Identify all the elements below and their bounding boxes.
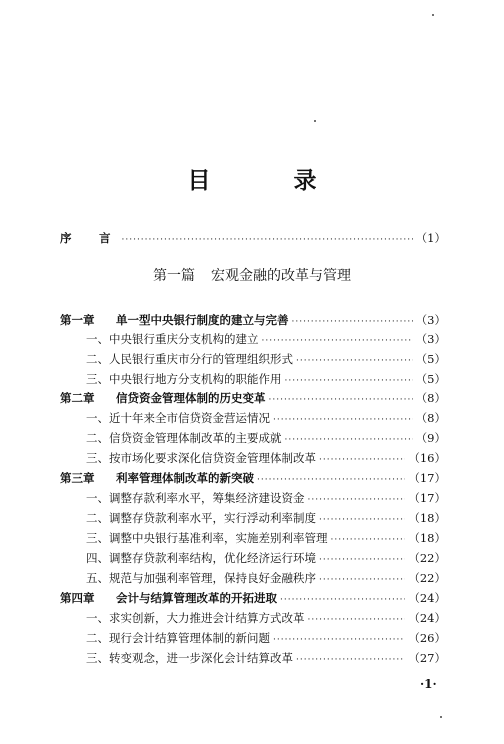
dot-leader <box>280 595 405 605</box>
toc-chapter-label <box>60 390 266 406</box>
dot-leader <box>292 317 413 327</box>
section-title: 一、调整存款利率水平，筹集经济建设资金 <box>86 491 305 505</box>
section-title: 五、规范与加强利率管理，保持良好金融秩序 <box>86 571 316 585</box>
part-number: 第一篇 <box>153 268 195 284</box>
dot-leader <box>285 435 413 445</box>
chapter-title: 会计与结算管理改革的开拓进取 <box>116 591 277 605</box>
toc-page-number: （18） <box>408 511 446 525</box>
toc-section <box>86 510 446 526</box>
toc-entry-preface <box>60 230 446 246</box>
toc-chapter-label <box>60 312 289 328</box>
section-title: 二、信贷资金管理体制改革的主要成就 <box>86 431 282 445</box>
section-title: 三、转变观念，进一步深化会计结算改革 <box>86 651 293 665</box>
scan-speck <box>432 14 434 16</box>
toc-section <box>86 530 446 546</box>
section-title: 二、调整存贷款利率水平，实行浮动利率制度 <box>86 511 316 525</box>
toc-chapter <box>60 390 446 406</box>
toc-page-number: （22） <box>408 571 446 585</box>
toc-section <box>86 430 446 446</box>
toc-section <box>86 610 446 626</box>
chapter-title: 利率管理体制改革的新突破 <box>116 471 254 485</box>
toc-chapter <box>60 312 446 328</box>
chapter-number: 第三章 <box>60 471 95 485</box>
toc-page-number: （3） <box>415 313 446 327</box>
section-title: 三、调整中央银行基准利率，实施差别利率管理 <box>86 531 328 545</box>
toc-section <box>86 570 446 586</box>
dot-leader <box>273 415 413 425</box>
dot-leader <box>319 455 405 465</box>
toc-section <box>86 371 446 387</box>
section-title: 一、中央银行重庆分支机构的建立 <box>86 332 259 346</box>
section-title: 一、近十年来全市信贷资金营运情况 <box>86 411 270 425</box>
chapter-number: 第二章 <box>60 391 95 405</box>
toc-page-number: （16） <box>408 451 446 465</box>
toc-section <box>86 331 446 347</box>
dot-leader <box>319 555 405 565</box>
chapter-number: 第一章 <box>60 313 95 327</box>
toc-page-number: （5） <box>415 372 446 386</box>
toc-page-number: （9） <box>415 431 446 445</box>
toc-section <box>86 410 446 426</box>
dot-leader <box>269 395 413 405</box>
section-title: 二、人民银行重庆市分行的管理组织形式 <box>86 352 293 366</box>
dot-leader <box>331 535 406 545</box>
toc-page-number: （26） <box>408 631 446 645</box>
toc-page-number: （18） <box>408 531 446 545</box>
toc-page-number: （24） <box>408 611 446 625</box>
toc-page-number: （22） <box>408 551 446 565</box>
scan-speck <box>440 716 442 718</box>
dot-leader <box>122 235 413 245</box>
dot-leader <box>285 376 413 386</box>
dot-leader <box>319 575 405 585</box>
dot-leader <box>296 356 413 366</box>
toc-chapter <box>60 470 446 486</box>
toc-page-number: （3） <box>415 332 446 346</box>
toc-section <box>86 490 446 506</box>
toc-page-number: （5） <box>415 352 446 366</box>
page-title: 目 录 <box>187 168 347 194</box>
toc-page-number: （17） <box>408 471 446 485</box>
toc-chapter-label <box>60 470 254 486</box>
toc-page-number: （24） <box>408 591 446 605</box>
dot-leader <box>308 615 406 625</box>
toc-section <box>86 550 446 566</box>
toc-chapter <box>60 590 446 606</box>
chapter-title: 单一型中央银行制度的建立与完善 <box>116 313 289 327</box>
page-folio: ·1· <box>420 677 437 691</box>
dot-leader <box>262 336 413 346</box>
toc-section <box>86 630 446 646</box>
section-title: 三、按市场化要求深化信贷资金管理体制改革 <box>86 451 316 465</box>
part-title: 宏观金融的改革与管理 <box>211 268 351 284</box>
toc-section <box>86 450 446 466</box>
section-title: 四、调整存贷款利率结构，优化经济运行环境 <box>86 551 316 565</box>
toc-page-number: （8） <box>415 391 446 405</box>
toc-page-number: （17） <box>408 491 446 505</box>
dot-leader <box>319 515 405 525</box>
toc-section <box>86 351 446 367</box>
toc-chapter-label <box>60 590 277 606</box>
toc-section <box>86 650 446 666</box>
dot-leader <box>257 475 405 485</box>
toc-page-number: （8） <box>415 411 446 425</box>
section-title: 二、现行会计结算管理体制的新问题 <box>86 631 270 645</box>
section-title: 三、中央银行地方分支机构的职能作用 <box>86 372 282 386</box>
part-heading <box>0 265 504 285</box>
toc-entry-label: 序 言 <box>60 231 119 245</box>
toc-page-number: （27） <box>408 651 446 665</box>
chapter-number: 第四章 <box>60 591 95 605</box>
scan-speck <box>314 120 316 122</box>
section-title: 一、求实创新，大力推进会计结算方式改革 <box>86 611 305 625</box>
chapter-title: 信贷资金管理体制的历史变革 <box>116 391 266 405</box>
toc-page-number: （1） <box>415 231 446 245</box>
dot-leader <box>273 635 405 645</box>
dot-leader <box>308 495 406 505</box>
dot-leader <box>296 655 405 665</box>
